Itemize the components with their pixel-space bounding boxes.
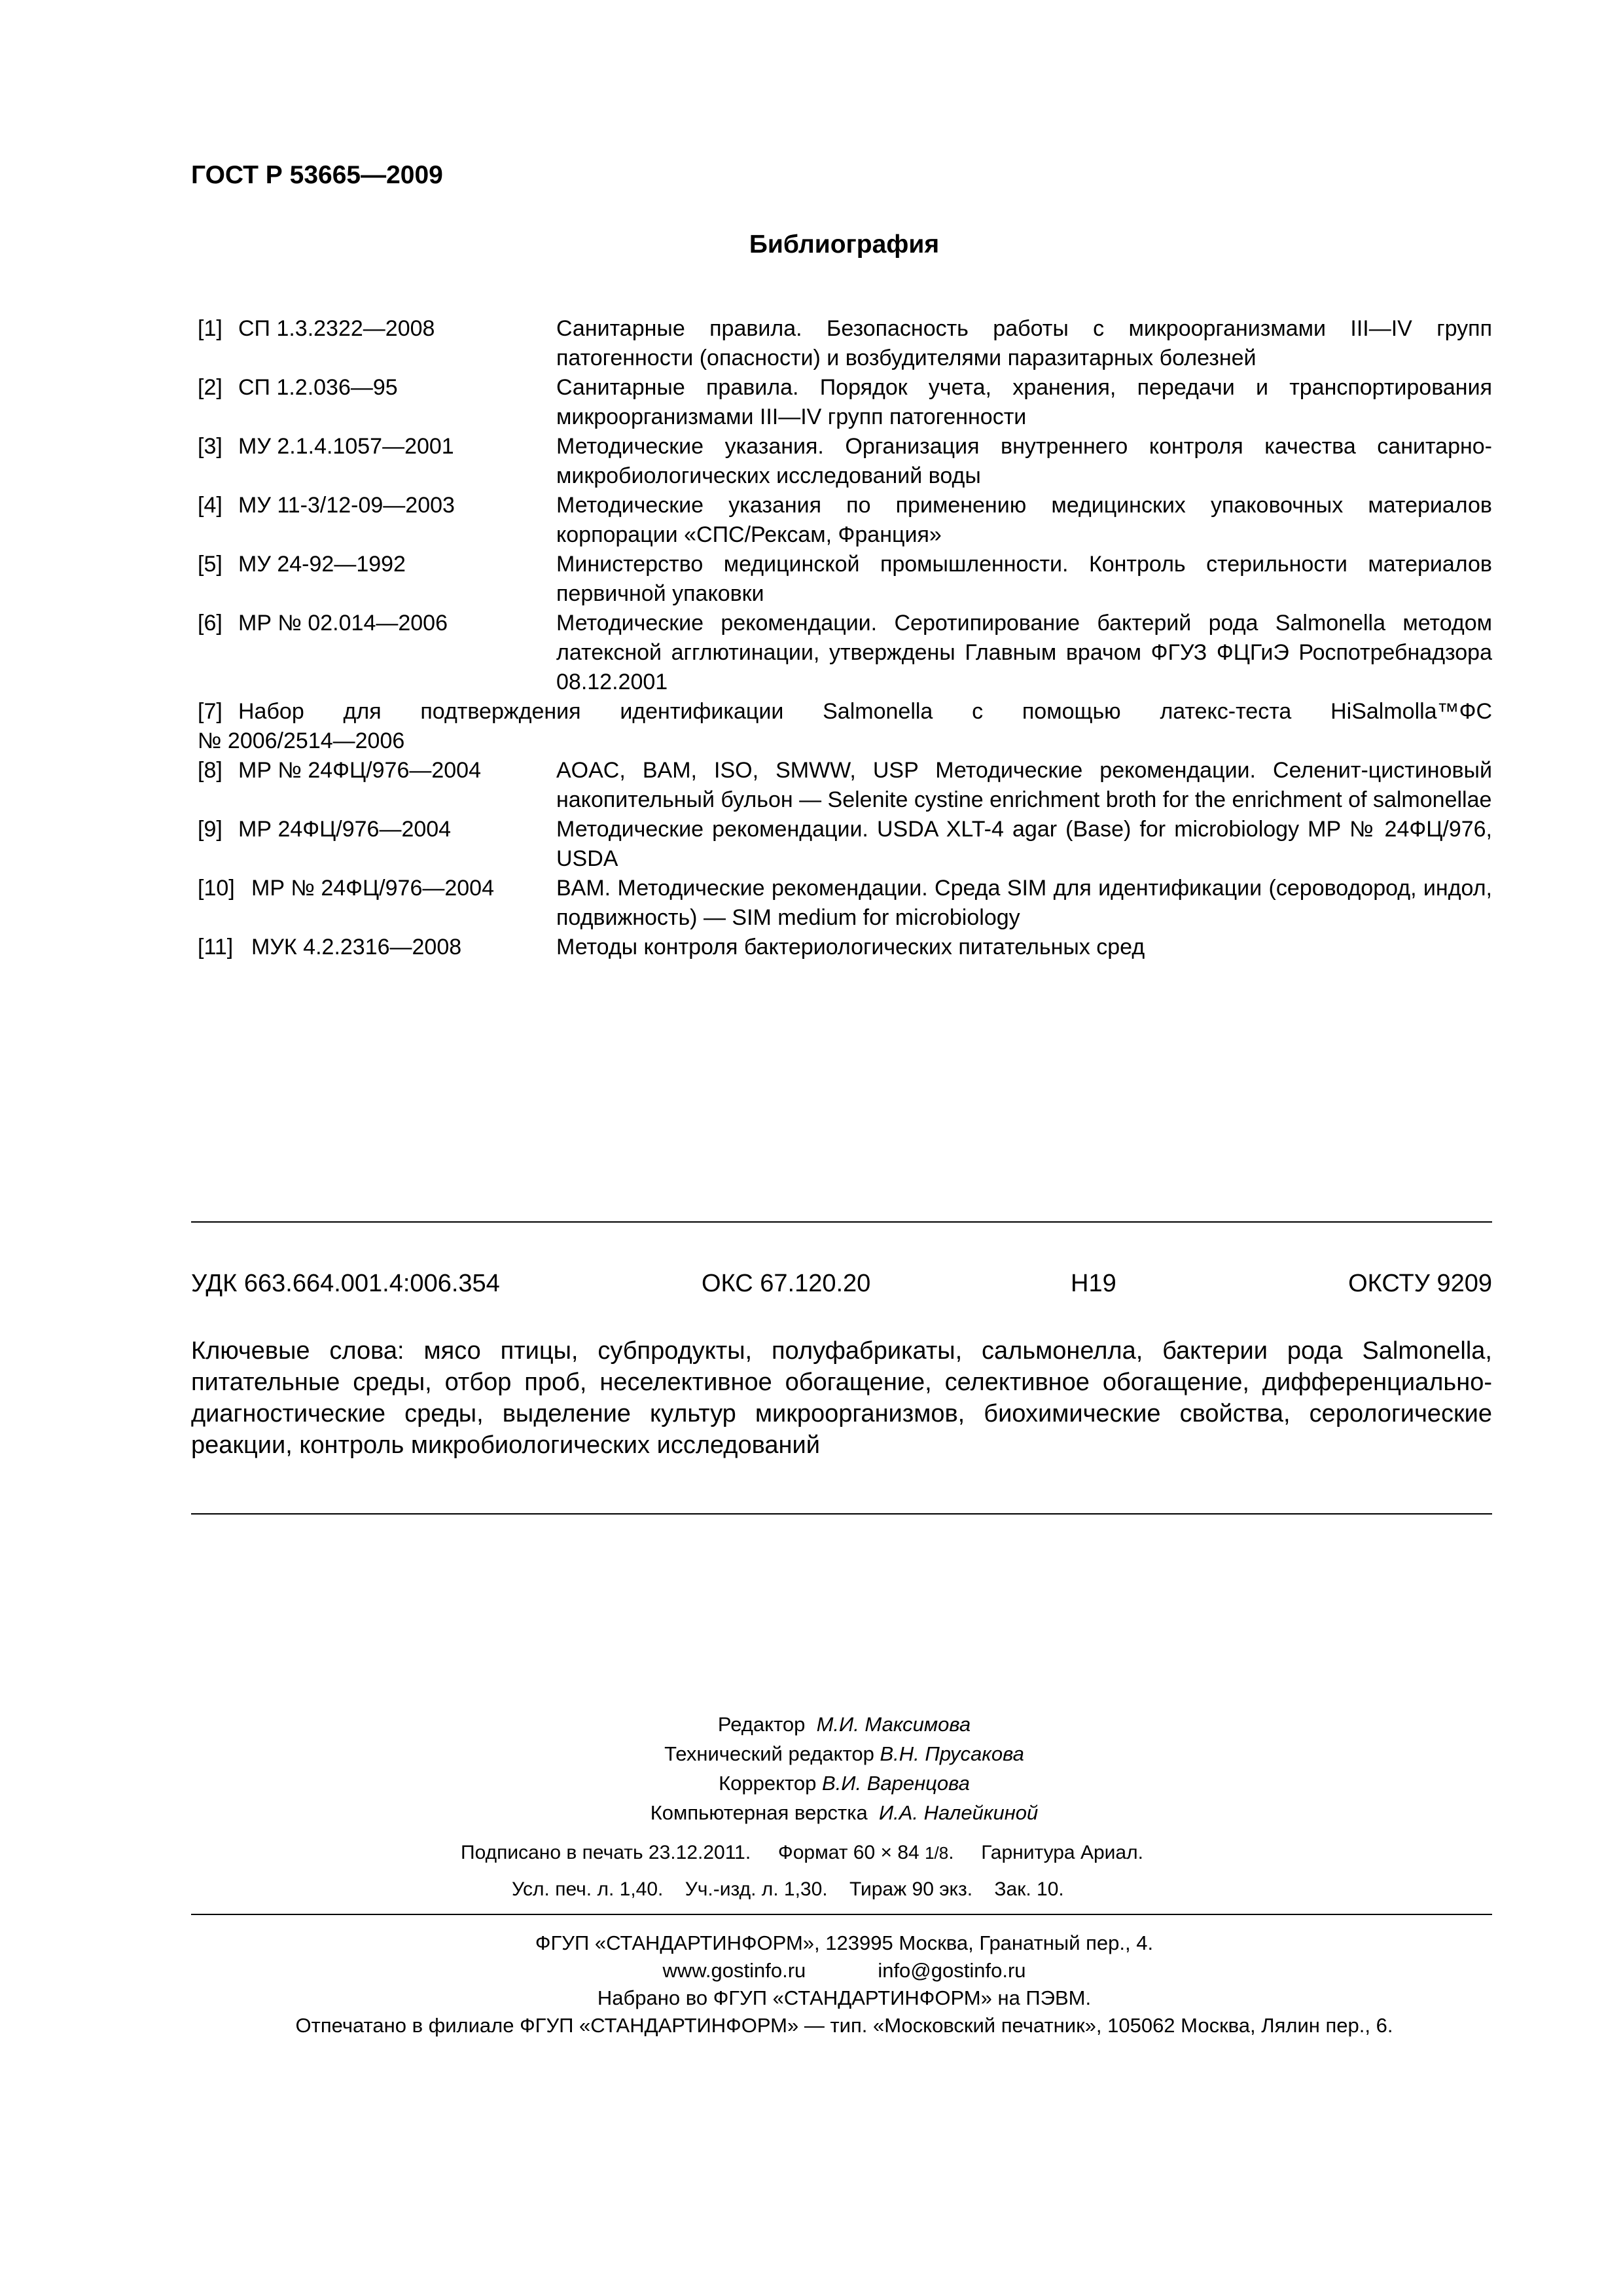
entry-description: Санитарные правила. Порядок учета, хранения, передачи и транспортирования микроорганизмами III—IV групп патогенности <box>556 375 1492 429</box>
oks-code: ОКС 67.120.20 <box>702 1270 871 1297</box>
printed-note: Отпечатано в филиале ФГУП «СТАНДАРТИНФОРМ» — тип. «Московский печатник», 105062 Москва, Лялин пер., 6. <box>295 2014 1393 2037</box>
staff-name: И.А. Налейкиной <box>878 1801 1039 1824</box>
entry-reference: МУ 24-92—1992 <box>238 552 406 577</box>
entry-number: [5] <box>198 552 223 577</box>
staff-role: Редактор <box>717 1713 806 1736</box>
entry-reference: МР № 02.014—2006 <box>238 611 448 636</box>
bibliography-entry <box>198 815 1492 874</box>
entry-reference: МУ 11-3/12-09—2003 <box>238 493 455 518</box>
bibliography-entry <box>198 933 1492 962</box>
entry-number: [1] <box>198 316 223 341</box>
staff-line <box>0 1798 1623 1827</box>
bibliography-entry <box>198 756 1492 815</box>
staff-line <box>0 1768 1623 1798</box>
entry-description: Методические указания по применению медицинских упаковочных материалов корпорации «СПС/Рексам, Франция» <box>556 493 1492 547</box>
bibliography-entry <box>198 550 1492 609</box>
staff-name: В.И. Варенцова <box>822 1772 970 1795</box>
staff-role: Компьютерная верстка <box>650 1801 868 1824</box>
divider <box>191 1513 1492 1515</box>
bibliography-list <box>198 314 1492 962</box>
entry-description: Методические рекомендации. USDA XLT-4 agar (Base) for microbiology МР № 24ФЦ/976, USDA <box>556 817 1492 871</box>
publisher-address: ФГУП «СТАНДАРТИНФОРМ», 123995 Москва, Гранатный пер., 4. <box>535 1931 1154 1954</box>
entry-reference: МУ 2.1.4.1057—2001 <box>238 434 454 459</box>
entry-number: [7] <box>198 699 223 724</box>
entry-reference: МР № 24ФЦ/976—2004 <box>238 758 481 783</box>
email-link[interactable]: info@gostinfo.ru <box>878 1959 1026 1982</box>
divider <box>191 1914 1492 1915</box>
bibliography-entry <box>198 874 1492 933</box>
entry-number: [2] <box>198 375 223 400</box>
staff-line <box>0 1710 1623 1739</box>
classification-codes <box>191 1270 1492 1302</box>
format-fraction: 1/8 <box>925 1843 949 1863</box>
website-link[interactable]: www.gostinfo.ru <box>662 1959 806 1982</box>
divider <box>191 1221 1492 1223</box>
entry-reference: № 2006/2514—2006 <box>198 728 405 753</box>
staff-role: Корректор <box>719 1772 817 1795</box>
entry-reference: СП 1.2.036—95 <box>238 375 398 400</box>
staff-name: М.И. Максимова <box>816 1713 971 1736</box>
entry-description: Методические указания. Организация внутреннего контроля качества санитарно-микробиологических исследований воды <box>556 434 1492 488</box>
print-info: Подписано в печать 23.12.2011. Формат 60 × 84 1/8. Гарнитура Ариал. <box>461 1842 1143 1863</box>
typeface: Гарнитура Ариал. <box>981 1842 1143 1863</box>
entry-description: Методы контроля бактериологических питательных сред <box>556 935 1145 960</box>
bibliography-entry <box>198 314 1492 373</box>
bibliography-entry <box>198 432 1492 491</box>
bibliography-entry <box>198 373 1492 432</box>
bibliography-entry <box>198 609 1492 697</box>
staff-name: В.Н. Прусакова <box>880 1742 1024 1765</box>
signed-date: Подписано в печать 23.12.2011. <box>461 1842 751 1863</box>
entry-number: [6] <box>198 611 223 636</box>
format: Формат 60 × 84 <box>777 1842 919 1863</box>
entry-reference: МУК 4.2.2316—2008 <box>251 935 462 960</box>
entry-description: AOAC, BAM, ISO, SMWW, USP Методические рекомендации. Селенит-цистиновый накопительный бульон — Selenite cystine enrichment broth for the enrichment of salmonellae <box>556 758 1492 812</box>
entry-number: [4] <box>198 493 223 518</box>
entry-number: [11] <box>198 935 234 960</box>
udk-code: УДК 663.664.001.4:006.354 <box>191 1270 500 1297</box>
bibliography-entry <box>198 697 1492 756</box>
entry-description: BAM. Методические рекомендации. Среда SIM для идентификации (сероводород, индол, подвижность) — SIM medium for microbiology <box>556 876 1492 930</box>
print-details: Усл. печ. л. 1,40. Уч.-изд. л. 1,30. Тираж 90 экз. Зак. 10. <box>512 1878 1064 1900</box>
okstu-code: ОКСТУ 9209 <box>1348 1270 1492 1297</box>
entry-description: Министерство медицинской промышленности. Контроль стерильности материалов первичной упаковки <box>556 552 1492 606</box>
staff-line <box>0 1739 1623 1768</box>
entry-number: [3] <box>198 434 223 459</box>
entry-reference: МР 24ФЦ/976—2004 <box>238 817 452 842</box>
standard-identifier: ГОСТ Р 53665—2009 <box>191 161 443 189</box>
editorial-staff <box>0 1710 1623 1827</box>
entry-number: [9] <box>198 817 223 842</box>
staff-role: Технический редактор <box>664 1742 874 1765</box>
entry-description: Набор для подтверждения идентификации Salmonella с помощью латекс-теста HiSalmolla™ФС <box>238 699 1492 724</box>
publisher-info <box>0 1929 1623 2039</box>
entry-reference: МР № 24ФЦ/976—2004 <box>251 876 494 901</box>
entry-description: Методические рекомендации. Серотипирование бактерий рода Salmonella методом латексной агглютинации, утверждены Главным врачом ФГУЗ ФЦГиЭ Роспотребнадзора 08.12.2001 <box>556 611 1492 694</box>
typeset-note: Набрано во ФГУП «СТАНДАРТИНФОРМ» на ПЭВМ. <box>597 1986 1092 2009</box>
entry-reference: СП 1.3.2322—2008 <box>238 316 435 341</box>
bibliography-title: Библиография <box>749 230 940 259</box>
keywords: Ключевые слова: мясо птицы, субпродукты, полуфабрикаты, сальмонелла, бактерии рода Salmonella, питательные среды, отбор проб, неселективное обогащение, селективное обогащение, дифференциально-диагностические среды, выделение культур микроорганизмов, биохимические свойства, серологические реакции, контроль микробиологических исследований <box>191 1337 1492 1459</box>
entry-number: [8] <box>198 758 223 783</box>
group-code: Н19 <box>1071 1270 1116 1297</box>
entry-description: Санитарные правила. Безопасность работы с микроорганизмами III—IV групп патогенности (опасности) и возбудителями паразитарных болезней <box>556 316 1492 370</box>
bibliography-entry <box>198 491 1492 550</box>
entry-number: [10] <box>198 876 235 901</box>
